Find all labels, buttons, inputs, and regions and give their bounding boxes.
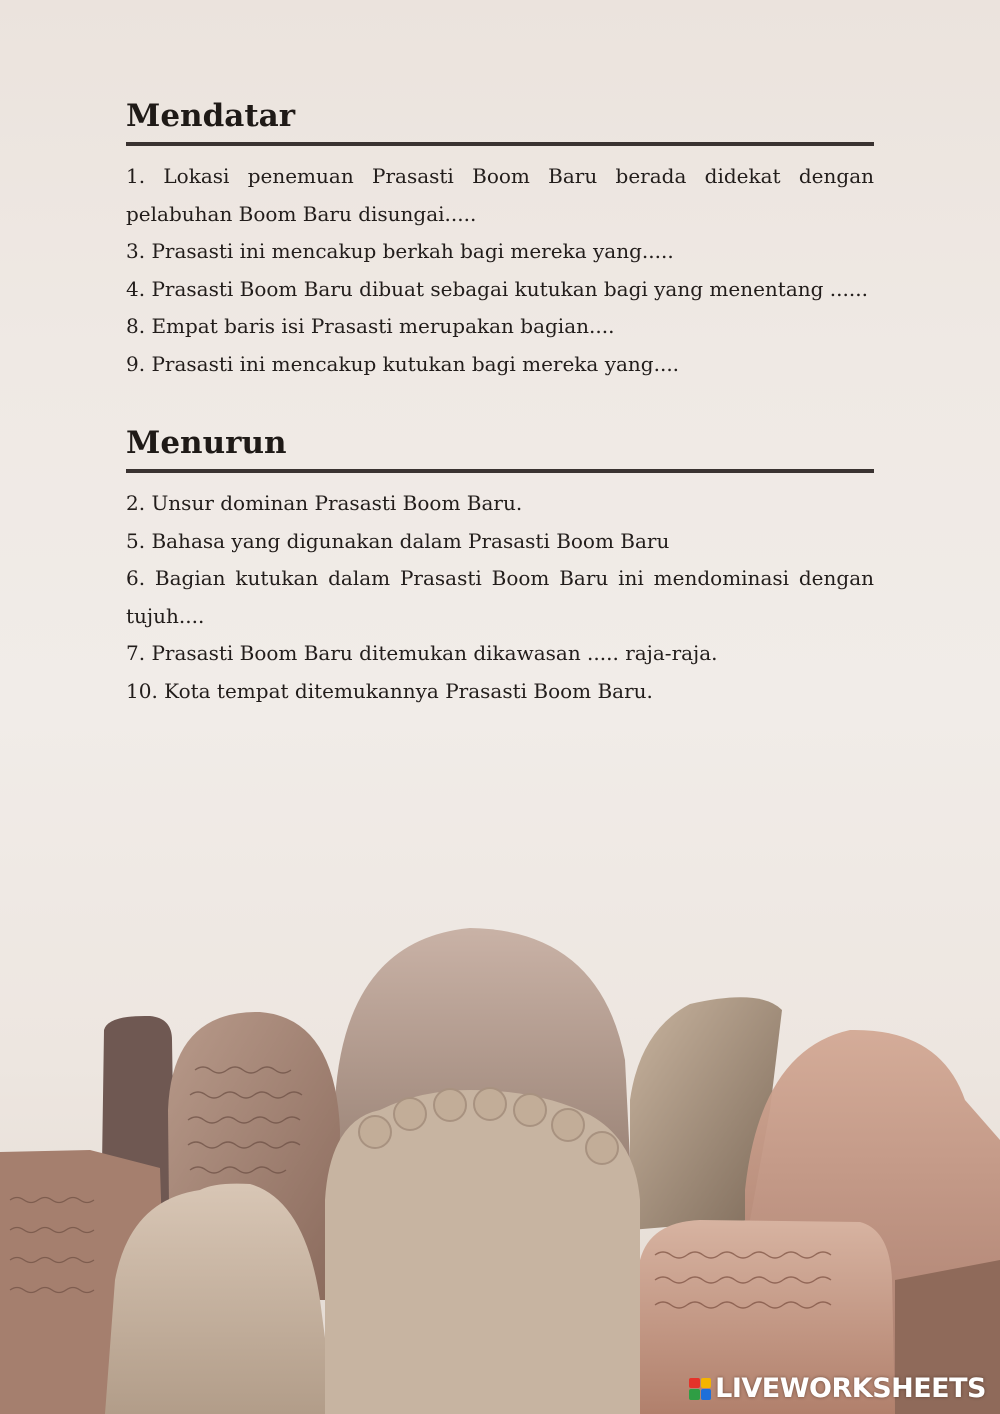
- clue-down-6: 6. Bagian kutukan dalam Prasasti Boom Baru ini mendominasi dengan tujuh....: [126, 566, 874, 628]
- clue-across-4: 4. Prasasti Boom Baru dibuat sebagai kutukan bagi yang menentang ......: [126, 276, 868, 301]
- logo-tile-green: [689, 1389, 700, 1400]
- section-menurun: [126, 423, 874, 710]
- logo-tile-yellow: [701, 1378, 712, 1389]
- clue-across-9: 9. Prasasti ini mencakup kutukan bagi mereka yang....: [126, 351, 680, 376]
- heading-divider: [126, 142, 874, 146]
- liveworksheets-brand[interactable]: [689, 1373, 986, 1404]
- clue-down-2: 2. Unsur dominan Prasasti Boom Baru.: [126, 491, 523, 515]
- clue-across-1: 1. Lokasi penemuan Prasasti Boom Baru berada didekat dengan pelabuhan Boom Baru disungai.....: [126, 164, 874, 226]
- clue-across-3: 3. Prasasti ini mencakup berkah bagi mereka yang.....: [126, 239, 674, 263]
- clue-across-8: 8. Empat baris isi Prasasti merupakan bagian....: [126, 314, 615, 338]
- heading-divider: [126, 469, 874, 473]
- worksheet-content: [126, 96, 874, 750]
- logo-tile-blue: [701, 1389, 712, 1400]
- clue-down-10: 10. Kota tempat ditemukannya Prasasti Boom Baru.: [126, 678, 653, 703]
- section-heading-menurun: Menurun: [126, 425, 287, 461]
- clue-down-5: 5. Bahasa yang digunakan dalam Prasasti Boom Baru: [126, 528, 670, 553]
- clue-down-7: 7. Prasasti Boom Baru ditemukan dikawasan ..... raja-raja.: [126, 641, 718, 665]
- brand-name: LIVEWORKSHEETS: [715, 1373, 986, 1404]
- section-mendatar: [126, 96, 874, 383]
- inscribed-stone-inscriptions-icon: [0, 900, 1000, 1414]
- liveworksheets-logo-icon: [689, 1378, 711, 1400]
- logo-tile-red: [689, 1378, 700, 1389]
- section-heading-mendatar: Mendatar: [126, 98, 296, 134]
